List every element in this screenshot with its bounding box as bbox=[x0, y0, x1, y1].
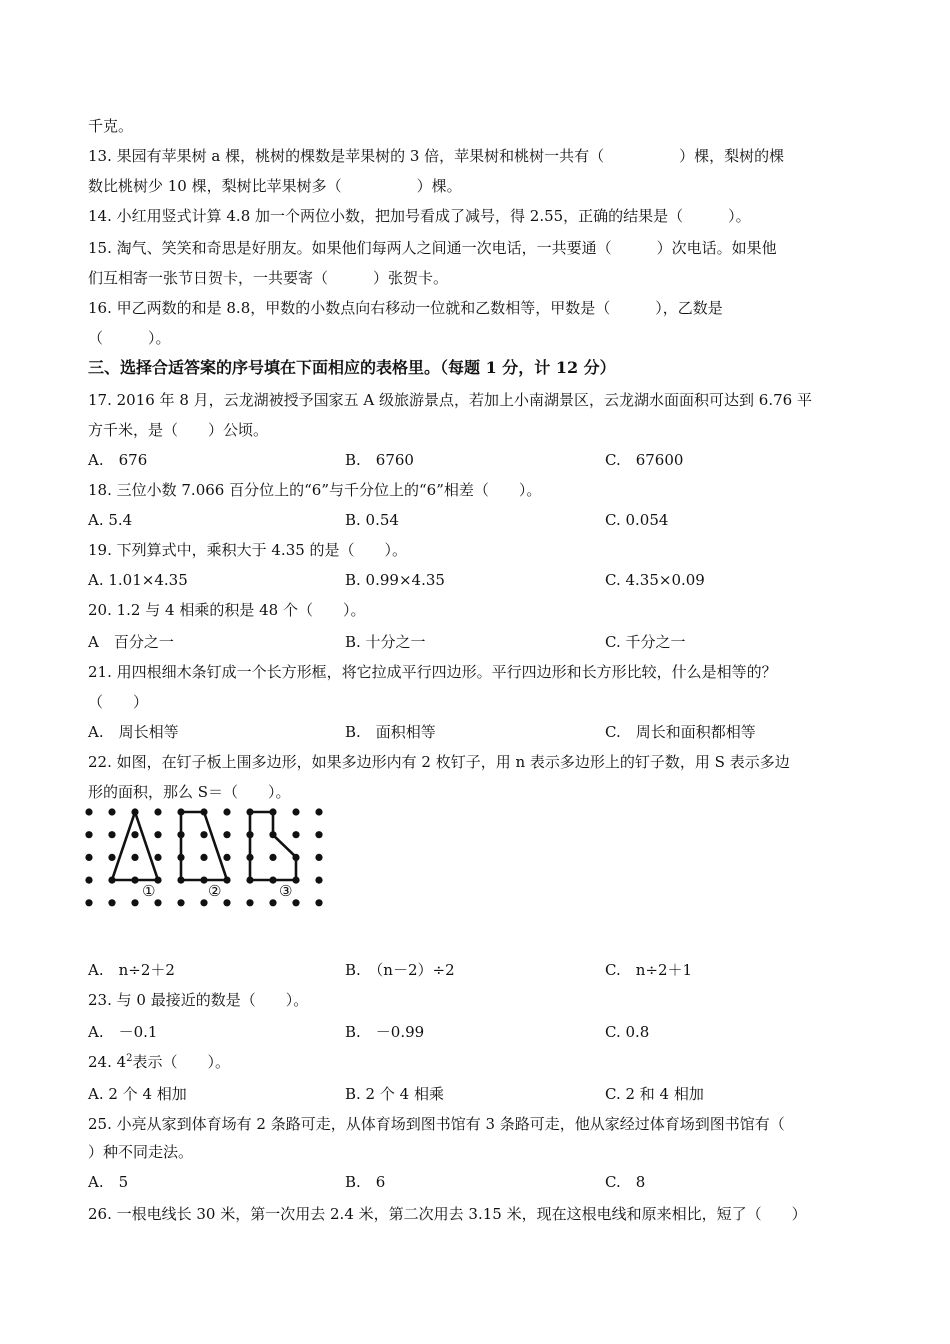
option-c: C. 2 和 4 相加 bbox=[605, 1085, 704, 1103]
question-21-cont: （ ） bbox=[88, 693, 149, 711]
nail-dot bbox=[154, 808, 161, 815]
question-19: 19. 下列算式中，乘积大于 4.35 的是（ ）。 bbox=[88, 541, 408, 559]
nail-dot bbox=[223, 808, 230, 815]
nail-dot bbox=[292, 808, 299, 815]
nail-dot bbox=[246, 899, 253, 906]
nail-dot bbox=[292, 831, 299, 838]
nail-dot bbox=[315, 808, 322, 815]
option-a: A. n÷2＋2 bbox=[88, 961, 175, 979]
exponent: 2 bbox=[126, 1053, 133, 1064]
question-17-cont: 方千米，是（ ）公顷。 bbox=[88, 421, 269, 439]
nail-dot bbox=[85, 854, 92, 861]
question-14: 14. 小红用竖式计算 4.8 加一个两位小数，把加号看成了减号，得 2.55，正确的结果是（ ）。 bbox=[88, 207, 751, 225]
question-25: 25. 小亮从家到体育场有 2 条路可走，从体育场到图书馆有 3 条路可走，他从家经过体育场到图书馆有（ bbox=[88, 1115, 785, 1133]
question-24-text: 表示（ ）。 bbox=[132, 1053, 231, 1071]
nail-dot bbox=[108, 808, 115, 815]
nail-dot bbox=[108, 854, 115, 861]
nail-dot bbox=[269, 899, 276, 906]
question-23: 23. 与 0 最接近的数是（ ）。 bbox=[88, 991, 309, 1009]
nail-dot bbox=[131, 854, 138, 861]
nail-dot bbox=[85, 831, 92, 838]
question-21: 21. 用四根细木条钉成一个长方形框，将它拉成平行四边形。平行四边形和长方形比较，什么是相等的？ bbox=[88, 663, 777, 681]
nail-dot bbox=[315, 877, 322, 884]
option-c: C. 8 bbox=[605, 1173, 646, 1191]
option-c: C. 67600 bbox=[605, 451, 684, 469]
question-22-cont: 形的面积，那么 S＝（ ）。 bbox=[88, 783, 291, 801]
section-heading: 三、选择合适答案的序号填在下面相应的表格里。（每题 1 分，计 12 分） bbox=[88, 358, 616, 377]
figure-label-2: ② bbox=[208, 882, 222, 900]
nail-dot bbox=[223, 831, 230, 838]
text-line: 千克。 bbox=[88, 117, 134, 135]
option-b: B. 十分之一 bbox=[345, 633, 426, 651]
question-18: 18. 三位小数 7.066 百分位上的“6”与千分位上的“6”相差（ ）。 bbox=[88, 481, 542, 499]
nail-dot bbox=[315, 831, 322, 838]
question-16-cont: （ ）。 bbox=[88, 329, 171, 347]
option-b: B. 6760 bbox=[345, 451, 414, 469]
nail-dot bbox=[154, 899, 161, 906]
nail-dot bbox=[177, 899, 184, 906]
geoboard-figure bbox=[80, 800, 340, 920]
nail-dot bbox=[292, 899, 299, 906]
question-22: 22. 如图，在钉子板上围多边形，如果多边形内有 2 枚钉子，用 n 表示多边形上的钉子数，用 S 表示多边 bbox=[88, 753, 790, 771]
nail-dot bbox=[200, 899, 207, 906]
option-b: B. 6 bbox=[345, 1173, 386, 1191]
question-26: 26. 一根电线长 30 米，第一次用去 2.4 米，第二次用去 3.15 米，现在这根电线和原来相比，短了（ ） bbox=[88, 1205, 807, 1223]
question-17: 17. 2016 年 8 月，云龙湖被授予国家五 A 级旅游景点，若加上小南湖景区，云龙湖水面面积可达到 6.76 平 bbox=[88, 391, 812, 409]
question-24 bbox=[88, 1052, 230, 1072]
figure-label-3: ③ bbox=[279, 882, 293, 900]
option-a: A. 5.4 bbox=[88, 511, 133, 529]
nail-dot bbox=[269, 854, 276, 861]
nail-dot bbox=[223, 854, 230, 861]
option-b: B. 面积相等 bbox=[345, 723, 436, 741]
nail-dot bbox=[154, 831, 161, 838]
nail-dot bbox=[108, 899, 115, 906]
option-c: C. 4.35×0.09 bbox=[605, 571, 705, 589]
option-a: A 百分之一 bbox=[88, 633, 174, 651]
option-a: A. 5 bbox=[88, 1173, 129, 1191]
option-c: C. 0.054 bbox=[605, 511, 669, 529]
nail-dot bbox=[85, 877, 92, 884]
nail-dot bbox=[131, 831, 138, 838]
nail-dot bbox=[223, 899, 230, 906]
polygon-3 bbox=[250, 812, 296, 880]
nail-dot bbox=[200, 831, 207, 838]
option-b: B. 0.99×4.35 bbox=[345, 571, 445, 589]
option-a: A. 1.01×4.35 bbox=[88, 571, 188, 589]
nail-dot bbox=[154, 854, 161, 861]
option-b: B. －0.99 bbox=[345, 1023, 425, 1041]
nail-dot bbox=[85, 899, 92, 906]
question-20: 20. 1.2 与 4 相乘的积是 48 个（ ）。 bbox=[88, 601, 366, 619]
figure-label-1: ① bbox=[142, 882, 156, 900]
nail-dot bbox=[108, 831, 115, 838]
nail-dot bbox=[131, 899, 138, 906]
nail-dot bbox=[85, 808, 92, 815]
option-c: C. 0.8 bbox=[605, 1023, 650, 1041]
nail-dot bbox=[315, 899, 322, 906]
option-c: C. 周长和面积都相等 bbox=[605, 723, 756, 741]
option-b: B. 0.54 bbox=[345, 511, 399, 529]
question-24-number: 24. 4 bbox=[88, 1053, 127, 1071]
polygon-1 bbox=[112, 812, 158, 880]
question-15-cont: 们互相寄一张节日贺卡，一共要寄（ ）张贺卡。 bbox=[88, 269, 449, 287]
question-13: 13. 果园有苹果树 a 棵，桃树的棵数是苹果树的 3 倍，苹果树和桃树一共有（ ）棵，梨树的棵 bbox=[88, 147, 785, 165]
question-15: 15. 淘气、笑笑和奇思是好朋友。如果他们每两人之间通一次电话，一共要通（ ）次电话。如果他 bbox=[88, 239, 777, 257]
question-13-cont: 数比桃树少 10 棵，梨树比苹果树多（ ）棵。 bbox=[88, 177, 462, 195]
option-b: B. （n－2）÷2 bbox=[345, 961, 455, 979]
option-c: C. 千分之一 bbox=[605, 633, 686, 651]
option-b: B. 2 个 4 相乘 bbox=[345, 1085, 444, 1103]
nail-dot bbox=[200, 854, 207, 861]
nail-dot bbox=[315, 854, 322, 861]
option-a: A. 2 个 4 相加 bbox=[88, 1085, 187, 1103]
option-a: A. 周长相等 bbox=[88, 723, 179, 741]
option-a: A. 676 bbox=[88, 451, 148, 469]
question-16: 16. 甲乙两数的和是 8.8，甲数的小数点向右移动一位就和乙数相等，甲数是（ ），乙数是 bbox=[88, 299, 723, 317]
question-25-cont: ）种不同走法。 bbox=[88, 1143, 194, 1161]
polygon-2 bbox=[181, 812, 227, 880]
option-a: A. －0.1 bbox=[88, 1023, 158, 1041]
option-c: C. n÷2＋1 bbox=[605, 961, 693, 979]
